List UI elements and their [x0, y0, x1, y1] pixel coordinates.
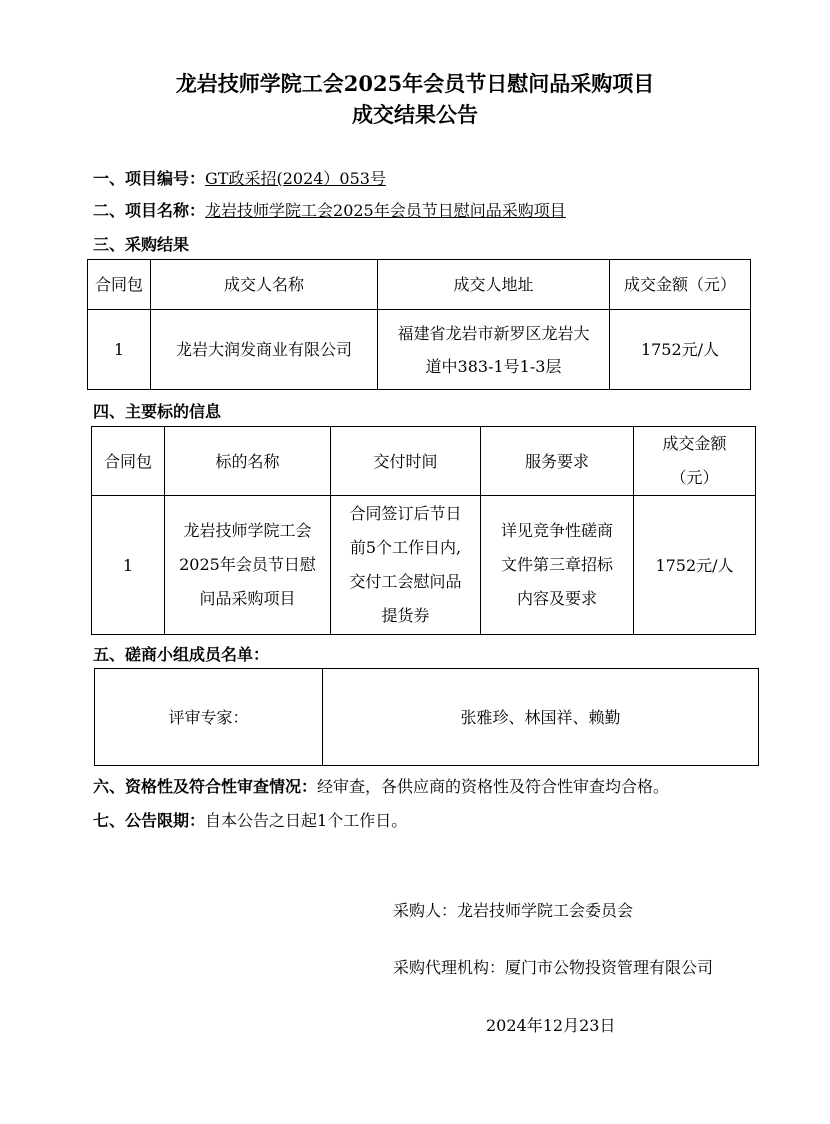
- project-name-value: 龙岩技师学院工会2025年会员节日慰问品采购项目: [205, 201, 566, 220]
- project-number-label: 一、项目编号：: [93, 169, 206, 188]
- header-package: 合同包: [88, 260, 151, 310]
- header-amount: 成交金额（元）: [610, 260, 751, 310]
- project-number-line: [93, 168, 386, 190]
- amount-header-line-2: （元）: [670, 468, 719, 487]
- table-row: [95, 669, 759, 766]
- project-name-label: 二、项目名称：: [93, 201, 206, 220]
- project-name-line: [93, 200, 566, 222]
- project-number-value: GT政采招(2024）053号: [205, 169, 386, 188]
- item-name-line-3: 问品采购项目: [199, 589, 296, 608]
- cell-winner-name: 龙岩大润发商业有限公司: [151, 310, 378, 390]
- cell-winner-address: [378, 310, 610, 390]
- cell-amount: 1752元/人: [634, 496, 756, 635]
- result-table-header: [88, 260, 751, 310]
- item-table-header: [92, 427, 756, 496]
- page-title: 龙岩技师学院工会2025年会员节日慰问品采购项目: [175, 71, 655, 96]
- notice-period-line: [93, 810, 407, 832]
- qualification-review-line: [93, 776, 669, 798]
- delivery-time-line-1: 合同签订后节日: [349, 504, 462, 523]
- delivery-time-line-2: 前5个工作日内,: [349, 538, 462, 557]
- requirement-line-2: 文件第三章招标: [500, 555, 613, 574]
- cell-package: 1: [88, 310, 151, 390]
- section-3-heading: [93, 234, 189, 256]
- address-line-1: 福建省龙岩市新罗区龙岩大: [397, 323, 590, 343]
- cell-delivery-time: [331, 496, 481, 635]
- cell-amount: 1752元/人: [610, 310, 751, 390]
- requirement-line-3: 内容及要求: [516, 589, 597, 608]
- section-3-label: 三、采购结果: [93, 235, 190, 254]
- result-table: [87, 259, 751, 390]
- item-name-line-2: 2025年会员节日慰: [179, 555, 316, 574]
- qualification-review-value: 经审查，各供应商的资格性及符合性审查均合格。: [317, 777, 670, 796]
- agency-signature: 采购代理机构：厦门市公物投资管理有限公司: [393, 958, 714, 977]
- cell-expert-names: 张雅珍、林国祥、赖勤: [323, 669, 759, 766]
- item-name-line-1: 龙岩技师学院工会: [183, 521, 312, 540]
- header-winner-name: 成交人名称: [151, 260, 378, 310]
- cell-item-name: [165, 496, 331, 635]
- amount-header-line-1: 成交金额: [662, 434, 727, 453]
- section-5-label: 五、磋商小组成员名单：: [93, 645, 270, 664]
- announcement-date: 2024年12月23日: [486, 1016, 616, 1035]
- header-amount: [634, 427, 756, 496]
- cell-package: 1: [92, 496, 165, 635]
- section-4-label: 四、主要标的信息: [93, 402, 222, 421]
- item-table: [91, 426, 756, 635]
- cell-expert-label: 评审专家：: [95, 669, 323, 766]
- delivery-time-line-4: 提货券: [381, 606, 430, 625]
- header-service-requirement: 服务要求: [481, 427, 634, 496]
- cell-service-requirement: [481, 496, 634, 635]
- header-delivery-time: 交付时间: [331, 427, 481, 496]
- panel-table: [94, 668, 759, 766]
- section-4-heading: [93, 401, 221, 423]
- qualification-review-label: 六、资格性及符合性审查情况：: [93, 777, 318, 796]
- address-line-2: 道中383-1号1-3层: [425, 356, 562, 376]
- table-row: [92, 496, 756, 635]
- table-row: [88, 310, 751, 390]
- header-package: 合同包: [92, 427, 165, 496]
- section-5-heading: [93, 644, 269, 666]
- page-subtitle: 成交结果公告: [352, 102, 478, 127]
- notice-period-label: 七、公告限期：: [93, 811, 206, 830]
- header-winner-address: 成交人地址: [378, 260, 610, 310]
- header-item-name: 标的名称: [165, 427, 331, 496]
- requirement-line-1: 详见竞争性磋商: [500, 521, 613, 540]
- delivery-time-line-3: 交付工会慰问品: [349, 572, 462, 591]
- buyer-signature: 采购人：龙岩技师学院工会委员会: [393, 901, 634, 920]
- notice-period-value: 自本公告之日起1个工作日。: [205, 811, 408, 830]
